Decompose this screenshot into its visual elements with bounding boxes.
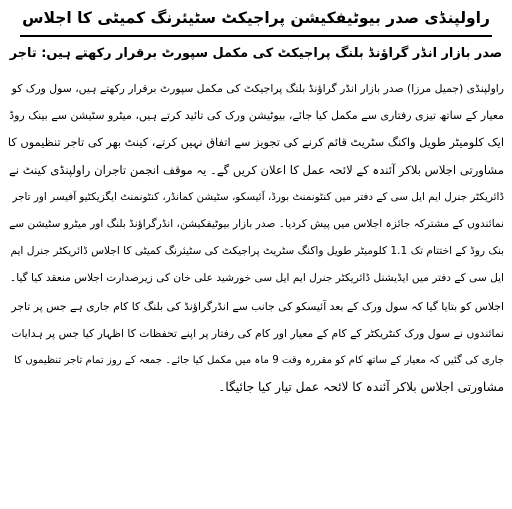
body-line: ایل سی کے دفتر میں ایڈیشنل ڈائریکٹر جنرل ایم ایل سی خورشید علی خان کی زیرصدارت اجلاس منعقد کیا گیا۔	[10, 272, 504, 285]
body-line: مشاورتی اجلاس بلاکر آئندہ کا لائحہ عمل تیار کیا جائیگا۔	[218, 380, 504, 395]
body-line: اجلاس کو بتایا گیا کہ سول ورک کے بعد آئیسکو کی جانب سے انڈرگراؤنڈ کی بلنگ کا کام جاری ہے جس پر تاجر	[11, 299, 504, 313]
headline-divider	[20, 35, 492, 37]
headline: راولپنڈی صدر بیوٹیفکیشن پراجیکٹ سٹیئرنگ کمیٹی کا اجلاس	[22, 9, 490, 27]
body-line: نمائندوں نے سول ورک کنٹریکٹر کے کام کے معیار اور کام کی رفتار پر اپنے تحفظات کا اظہار کیا جس پر ہدایات	[11, 326, 504, 340]
body-line: معیار کے ساتھ تیزی رفتاری سے مکمل کیا جائے، بیوٹیشن ورک کی تائید کرتے ہیں، میٹرو سٹیشن سے بینک روڈ	[9, 109, 504, 123]
body-line: ڈائریکٹر جنرل ایم ایل سی کے دفتر میں کنٹونمنٹ بورڈ، آئیسکو، سٹیشن کمانڈر، کنٹونمنٹ ایگزیکٹیو آفیسر اور تاجر	[12, 190, 504, 203]
news-clipping	[0, 6, 512, 401]
article-body	[8, 75, 504, 401]
body-line: مشاورتی اجلاس بلاکر آئندہ کے لائحہ عمل کا اعلان کریں گے۔ یہ موقف انجمن تاجران راولپنڈی کینٹ نے	[8, 162, 504, 177]
body-line: ایک کلومیٹر طویل واکنگ سٹریٹ قائم کرنے کی تجویز سے اتفاق نہیں کرتے، کینٹ بھر کی تاجر تنظیموں کا	[8, 135, 504, 150]
body-line: جاری کی گئیں کہ معیار کے ساتھ کام کو مقررہ وقت 9 ماہ میں مکمل کیا جائے۔ جمعہ کے روز تمام تاجر تنظیموں کا	[14, 355, 504, 367]
body-line: بنک روڈ کے اختتام تک 1.1 کلومیٹر طویل واکنگ سٹریٹ پراجیکٹ کی سٹیئرنگ کمیٹی کا اجلاس ڈائریکٹر جنرل ایم	[10, 245, 504, 258]
body-line: نمائندوں کے مشترکہ جائزہ اجلاس میں پیش کردیا۔ صدر بازار بیوٹیفکیشن، انڈرگراؤنڈ بلنگ اور میٹرو سٹیشن سے	[9, 218, 504, 231]
body-line: راولپنڈی (جمیل مرزا) صدر بازار انڈر گراؤنڈ بلنگ پراجیکٹ کی مکمل سپورٹ برقرار رکھتے ہیں، سول ورک کو	[11, 82, 504, 95]
subheadline: صدر بازار انڈر گراؤنڈ بلنگ پراجیکٹ کی مکمل سپورٹ برقرار رکھتے ہیں: تاجر	[9, 46, 503, 61]
